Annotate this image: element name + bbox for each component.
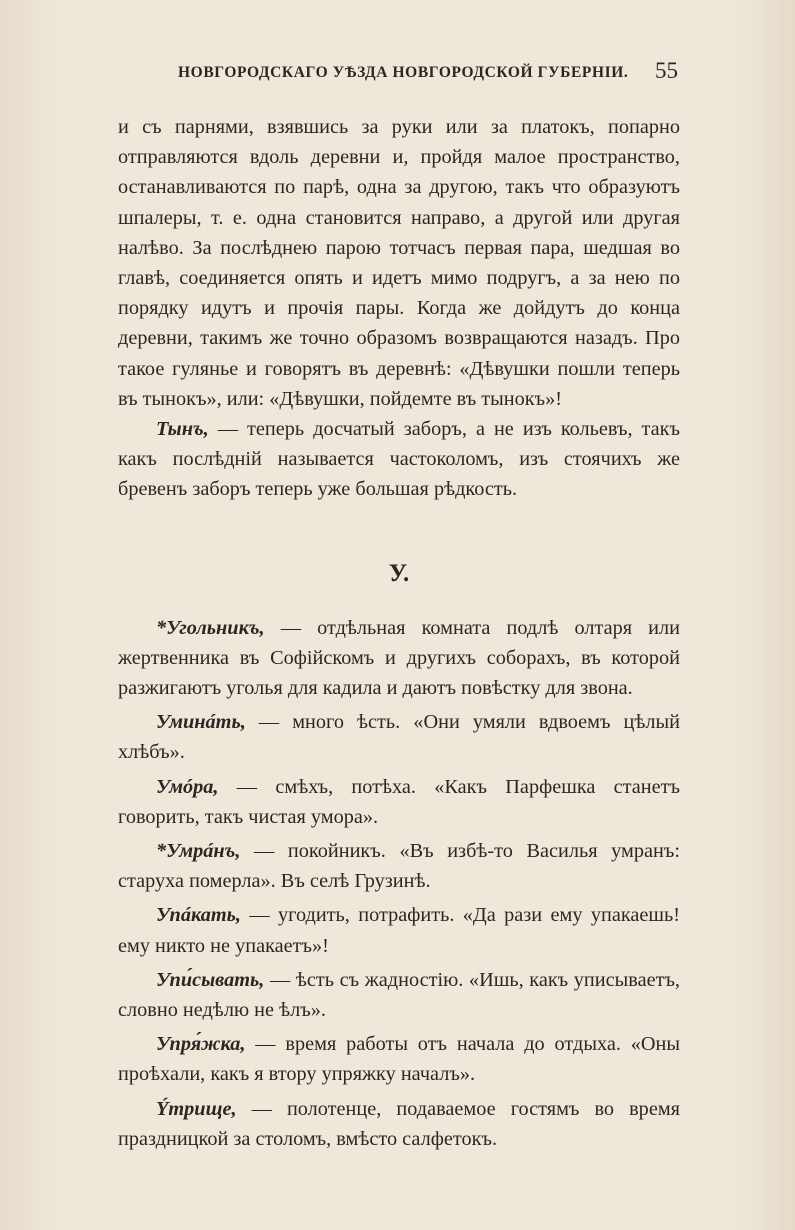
headword: Упи́сывать, bbox=[156, 968, 265, 991]
definition: — полотенце, подаваемое гостямъ во время праздницкой за столомъ, вмѣсто салфетокъ. bbox=[118, 1097, 680, 1150]
headword: Уминáть, bbox=[156, 711, 246, 734]
headword: Упáкать, bbox=[156, 904, 241, 927]
continuation-paragraph: и съ парнями, взявшись за руки или за платокъ, попарно отправляются вдоль деревни и, пройдя малое пространство, останавливаются по парѣ, одна за другою, такъ что образуютъ шпалеры, т. е. одна становится направо, а другой или другая налѣво. За послѣднею парою тотчасъ первая пара, шедшая во главѣ, соединяется опять и идетъ мимо подругъ, а за нею по порядку идутъ и прочія пары. Когда же дойдутъ до конца деревни, такимъ же точно образомъ возвращаются назадъ. Про такое гулянье и говорятъ въ деревнѣ: «Дѣвушки пошли теперь въ тынокъ», или: «Дѣвушки, пойдемте въ тынокъ»! bbox=[118, 116, 680, 410]
dictionary-entry bbox=[118, 836, 680, 896]
dictionary-entry bbox=[118, 900, 680, 960]
headword: *Угольникъ, bbox=[156, 616, 265, 639]
page-number: 55 bbox=[655, 58, 678, 83]
dictionary-entry bbox=[118, 613, 680, 704]
definition: — смѣхъ, потѣха. «Какъ Парфешка станетъ говорить, такъ чистая умора». bbox=[118, 775, 680, 828]
headword: Тынъ, bbox=[156, 418, 209, 441]
dictionary-entry bbox=[118, 772, 680, 832]
entry-tyn bbox=[118, 414, 680, 505]
dictionary-entry bbox=[118, 1029, 680, 1089]
definition: — отдѣльная комната подлѣ олтаря или жертвенника въ Софійскомъ и другихъ соборахъ, въ которой разжигаютъ уголья для кадила и даютъ повѣстку для звона. bbox=[118, 616, 680, 700]
page-header bbox=[0, 58, 795, 94]
section-letter: У. bbox=[388, 559, 410, 587]
definition: — угодить, потрафить. «Да рази ему упакаешь! ему никто не упакаетъ»! bbox=[118, 904, 680, 957]
running-head: НОВГОРОДСКАГО УѢЗДА НОВГОРОДСКОЙ ГУБЕРНІИ. bbox=[178, 64, 629, 81]
headword: Упря́жка, bbox=[156, 1033, 246, 1056]
headword: Умóра, bbox=[156, 775, 219, 798]
headword: *Умрáнъ, bbox=[156, 840, 241, 863]
definition: — теперь досчатый заборъ, а не изъ кольевъ, такъ какъ послѣдній называется частоколомъ, изъ стоячихъ же бревенъ заборъ теперь уже большая рѣдкость. bbox=[118, 418, 680, 501]
definition: — ѣсть съ жадностію. «Ишь, какъ уписываетъ, словно недѣлю не ѣлъ». bbox=[118, 968, 680, 1022]
dictionary-entry bbox=[118, 1094, 680, 1154]
definition: — много ѣсть. «Они умяли вдвоемъ цѣлый хлѣбъ». bbox=[118, 711, 680, 764]
dictionary-entry bbox=[118, 965, 680, 1025]
definition: — время работы отъ начала до отдыха. «Оны проѣхали, какъ я втору упряжку началъ». bbox=[118, 1033, 680, 1086]
page-body bbox=[118, 112, 680, 1154]
headword: Ýтрище, bbox=[156, 1097, 237, 1120]
definition: — покойникъ. «Въ избѣ-то Василья умранъ: старуха померла». Въ селѣ Грузинѣ. bbox=[118, 840, 680, 893]
dictionary-entry bbox=[118, 707, 680, 767]
